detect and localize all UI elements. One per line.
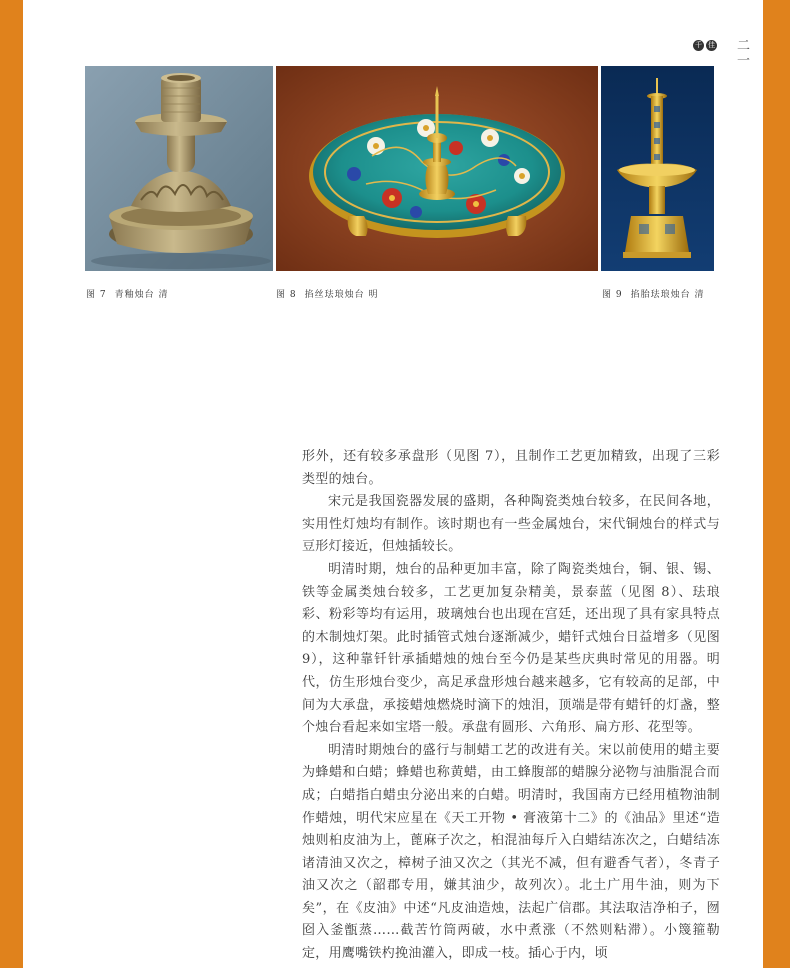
section-badge: [693, 40, 717, 51]
paragraph-4: 明清时期烛台的盛行与制蜡工艺的改进有关。宋以前使用的蜡主要为蜂蜡和白蜡；蜂蜡也称黄蜡，由工蜂腹部的蜡腺分泌物与油脂混合而成；白蜡指白蜡虫分泌出来的白蜡。明清时，我国南方已经用植物油制作蜡烛，明代宋应星在《天工开物 • 膏液第十二》的《油品》里述“造烛则桕皮油为上，蓖麻子次之，桕混油每斤入白蜡结冻次之，白蜡结冻诸清油又次之，樟树子油又次之（其光不减，但有避香气者），冬青子油又次之（韶郡专用，嫌其油少，故列次）。北土广用牛油，则为下矣”，在《皮油》中述“凡皮油造烛，法起广信郡。其法取洁净桕子，囫囵入釜甑蒸……截苦竹筒两破，水中煮涨（不然则粘滞）。小篾箍勒定，用鹰嘴铁杓挽油灌入，即成一枝。插心于内，顷: [302, 742, 720, 962]
paragraph-3: 明清时期，烛台的品种更加丰富，除了陶瓷类烛台，铜、银、锡、铁等金属类烛台较多，工艺更加复杂精美，景泰蓝（见图 8）、珐琅彩、粉彩等均有运用，玻璃烛台也出现在宫廷，还出现了具有家具特点的木制烛灯架。此时插管式烛台逐渐减少，蜡钎式烛台日益增多（见图 9），这种靠钎针承插蜡烛的烛台至今仍是某些庆典时常见的用器。明代，仿生形烛台变少，高足承盘形烛台越来越多，它有较高的足部，中间为大承盘，承接蜡烛燃烧时滴下的烛泪，顶端是带有蜡钎的灯盏，整个烛台看起来如宝塔一般。承盘有圆形、六角形、扁方形、花型等。: [302, 561, 720, 736]
badge-char-2: 佳: [708, 41, 715, 49]
figure-9-caption: [602, 287, 704, 300]
figure-9-text: 掐胎珐琅烛台 清: [630, 290, 705, 300]
book-page: [23, 0, 763, 968]
figure-8-label: 图 8: [276, 290, 297, 300]
body-text: [302, 446, 720, 966]
figure-7-caption: [86, 287, 168, 300]
figure-9-photo: [601, 66, 714, 271]
paragraph-1: 形外，还有较多承盘形（见图 7），且制作工艺更加精致，出现了三彩类型的烛台。: [302, 449, 720, 487]
figure-7-text: 青釉烛台 清: [114, 290, 169, 300]
figure-9-label: 图 9: [602, 290, 623, 300]
figure-8-caption: [276, 287, 378, 300]
badge-char-1: 千: [695, 41, 702, 49]
page-number: 二一: [734, 38, 749, 68]
figure-7-photo: [85, 66, 273, 271]
paragraph-2: 宋元是我国瓷器发展的盛期，各种陶瓷类烛台较多，在民间各地，实用性灯烛均有制作。该时期也有一些金属烛台，宋代铜烛台的样式与豆形灯接近，但烛插较长。: [302, 494, 720, 555]
figure-8-photo: [276, 66, 598, 271]
figure-8-text: 掐丝珐琅烛台 明: [304, 290, 379, 300]
figure-7-label: 图 7: [86, 290, 107, 300]
